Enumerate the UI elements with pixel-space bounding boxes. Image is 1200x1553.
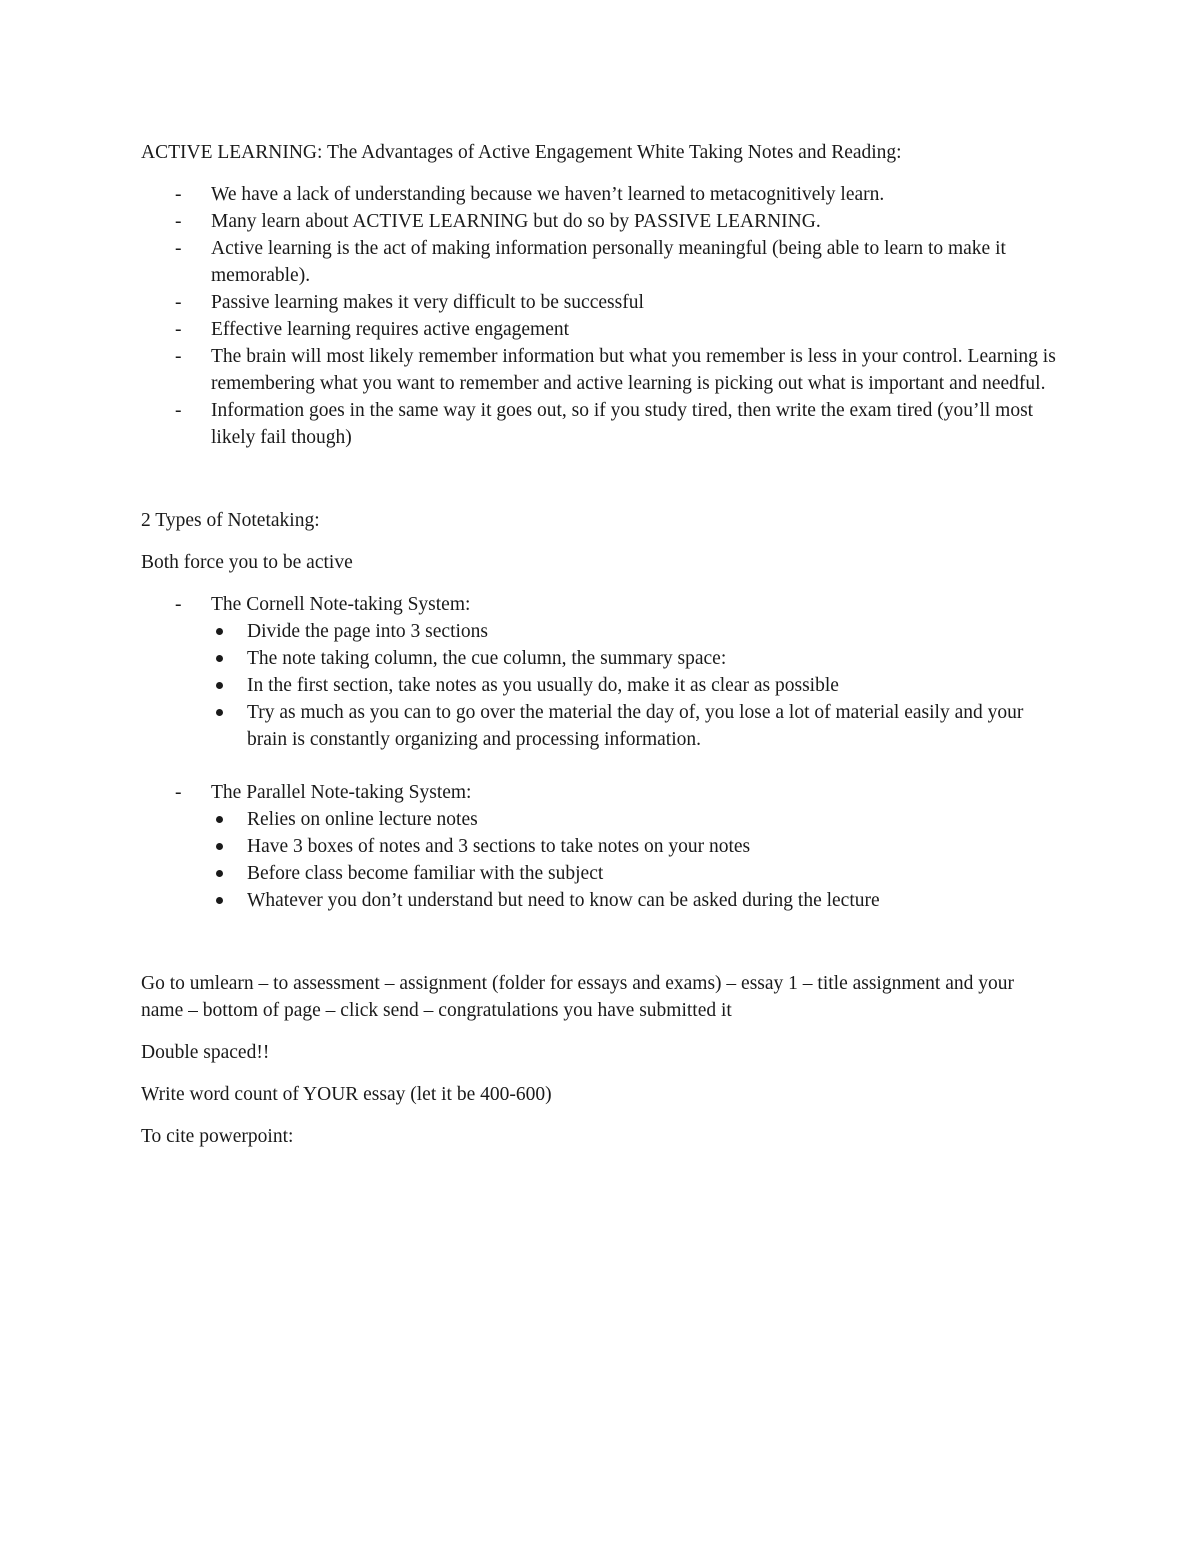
bullet-icon — [216, 843, 223, 850]
list-item: Before class become familiar with the subject — [211, 860, 1061, 887]
list-item: Relies on online lecture notes — [211, 806, 1061, 833]
list-item: Divide the page into 3 sections — [211, 618, 1061, 645]
dash-marker: - — [175, 184, 182, 205]
dash-marker: - — [175, 594, 182, 615]
spacer — [141, 1108, 1061, 1123]
list-item: - Passive learning makes it very difficult to be successful — [141, 289, 1061, 316]
dash-marker: - — [175, 292, 182, 313]
list-item: - Active learning is the act of making information personally meaningful (being able to learn to make it memorable). — [141, 235, 1061, 289]
double-spaced-note: Double spaced!! — [141, 1042, 270, 1063]
bullet-icon — [216, 897, 223, 904]
list-item: The note taking column, the cue column, the summary space: — [211, 645, 1061, 672]
list-item-parallel — [141, 779, 1061, 914]
list-item: Whatever you don’t understand but need to know can be asked during the lecture — [211, 887, 1061, 914]
spacer — [141, 534, 1061, 549]
spacer — [141, 914, 1061, 970]
section-heading-notetaking: 2 Types of Notetaking: — [141, 510, 320, 531]
bullet-icon — [216, 682, 223, 689]
bullet-icon — [216, 709, 223, 716]
bullet-icon — [216, 655, 223, 662]
list-item: Have 3 boxes of notes and 3 sections to take notes on your notes — [211, 833, 1061, 860]
word-count-note: Write word count of YOUR essay (let it be 400-600) — [141, 1084, 552, 1105]
bullet-icon — [216, 870, 223, 877]
cite-note: To cite powerpoint: — [141, 1126, 294, 1147]
spacer — [141, 753, 1061, 779]
parallel-label: The Parallel Note-taking System: — [211, 782, 472, 803]
spacer — [141, 576, 1061, 591]
dash-marker: - — [175, 238, 182, 259]
dash-marker: - — [175, 211, 182, 232]
section-subtext: Both force you to be active — [141, 552, 353, 573]
bullet-icon — [216, 816, 223, 823]
intro-list — [141, 181, 1061, 451]
parallel-bullets — [211, 806, 1061, 914]
list-item-cornell — [141, 591, 1061, 753]
cornell-list — [141, 591, 1061, 753]
dash-marker: - — [175, 319, 182, 340]
list-item: - We have a lack of understanding because we haven’t learned to metacognitively learn. — [141, 181, 1061, 208]
list-item: - Information goes in the same way it goes out, so if you study tired, then write the exam tired (you’ll most likely fail though) — [141, 397, 1061, 451]
parallel-list — [141, 779, 1061, 914]
bullet-icon — [216, 628, 223, 635]
list-item: - Effective learning requires active engagement — [141, 316, 1061, 343]
list-item: In the first section, take notes as you usually do, make it as clear as possible — [211, 672, 1061, 699]
spacer — [141, 1024, 1061, 1039]
spacer — [141, 1066, 1061, 1081]
dash-marker: - — [175, 346, 182, 367]
list-item: Try as much as you can to go over the material the day of, you lose a lot of material easily and your brain is constantly organizing and processing information. — [211, 699, 1061, 753]
cornell-label: The Cornell Note-taking System: — [211, 594, 471, 615]
list-item: - Many learn about ACTIVE LEARNING but do so by PASSIVE LEARNING. — [141, 208, 1061, 235]
submission-instructions: Go to umlearn – to assessment – assignment (folder for essays and exams) – essay 1 – title assignment and your name – bottom of page – click send – congratulations you have submitted it — [141, 973, 1014, 1021]
list-item: - The brain will most likely remember information but what you remember is less in your control. Learning is remembering what you want to remember and active learning is picking out what is important and needful. — [141, 343, 1061, 397]
document-title: ACTIVE LEARNING: The Advantages of Active Engagement White Taking Notes and Reading: — [141, 142, 902, 163]
spacer — [141, 451, 1061, 507]
dash-marker: - — [175, 782, 182, 803]
dash-marker: - — [175, 400, 182, 421]
cornell-bullets — [211, 618, 1061, 753]
document-page — [141, 139, 1061, 1150]
